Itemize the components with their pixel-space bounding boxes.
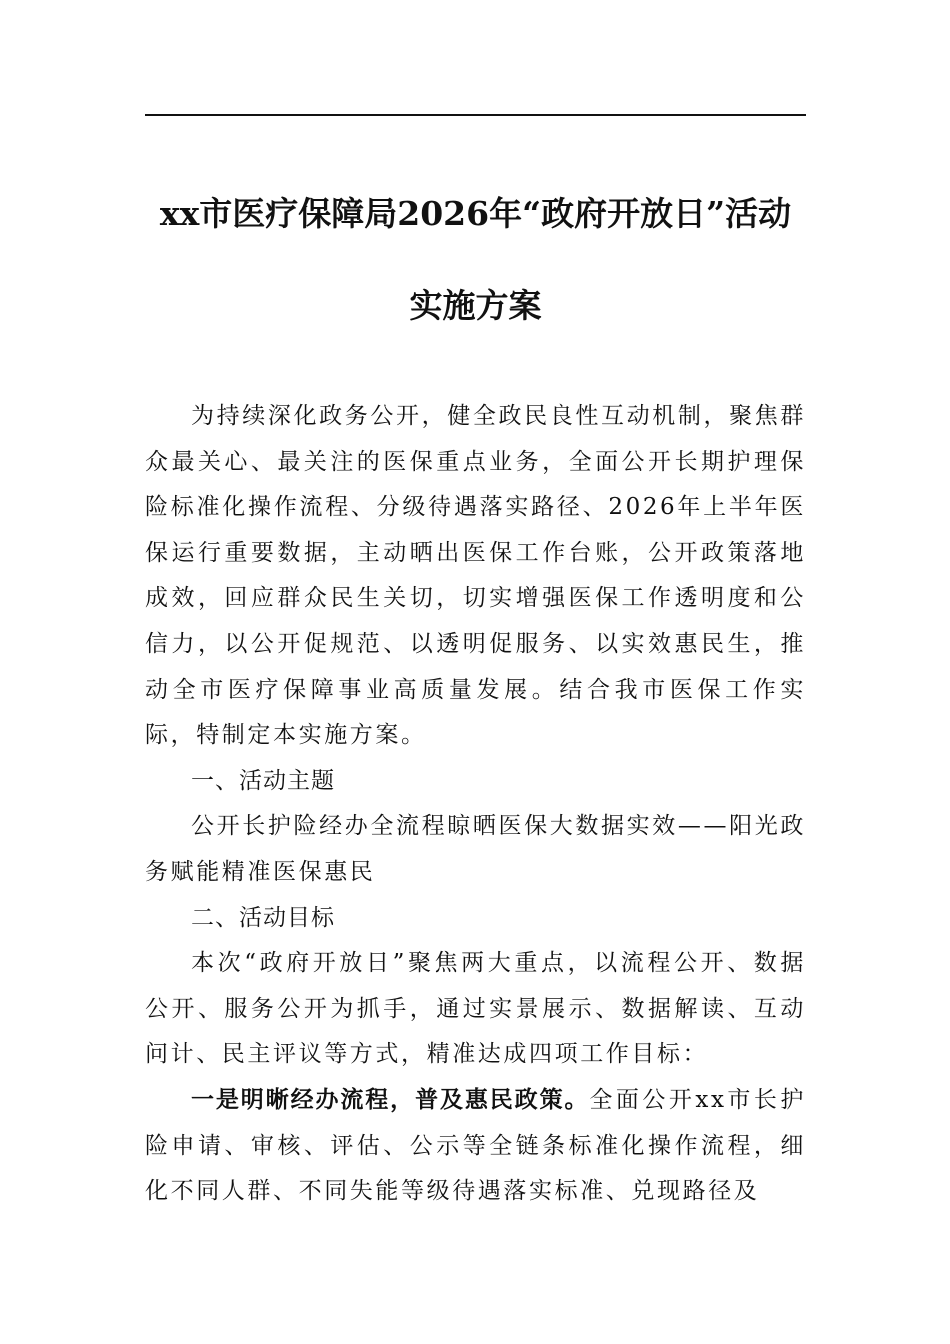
document-body <box>145 394 806 1215</box>
goal-one-paragraph <box>145 1078 806 1215</box>
goal-one-lead: 一是明晰经办流程，普及惠民政策。 <box>191 1086 590 1113</box>
goals-paragraph: 本次“政府开放日”聚焦两大重点，以流程公开、数据公开、服务公开为抓手，通过实景展示、数据解读、互动问计、民主评议等方式，精准达成四项工作目标： <box>145 950 806 1068</box>
goal-one-text: 全面公开xx市长护险申请、审核、评估、公示等全链条标准化操作流程，细化不同人群、不同失能等级待遇落实标准、兑现路径及 <box>145 1086 807 1205</box>
header-rule <box>145 114 806 116</box>
section-heading-goals: 二、活动目标 <box>191 904 335 931</box>
document-title: xx市医疗保障局2026年“政府开放日”活动实施方案 <box>159 194 792 325</box>
theme-paragraph: 公开长护险经办全流程晾晒医保大数据实效——阳光政务赋能精准医保惠民 <box>145 813 806 885</box>
section-heading-theme: 一、活动主题 <box>191 767 335 794</box>
intro-paragraph: 为持续深化政务公开，健全政民良性互动机制，聚焦群众最关心、最关注的医保重点业务，全面公开长期护理保险标准化操作流程、分级待遇落实路径、2026年上半年医保运行重要数据，主动晒出医保工作台账，公开政策落地成效，回应群众民生关切，切实增强医保工作透明度和公信力，以公开促规范、以透明促服务、以实效惠民生，推动全市医疗保障事业高质量发展。结合我市医保工作实际，特制定本实施方案。 <box>145 403 806 749</box>
